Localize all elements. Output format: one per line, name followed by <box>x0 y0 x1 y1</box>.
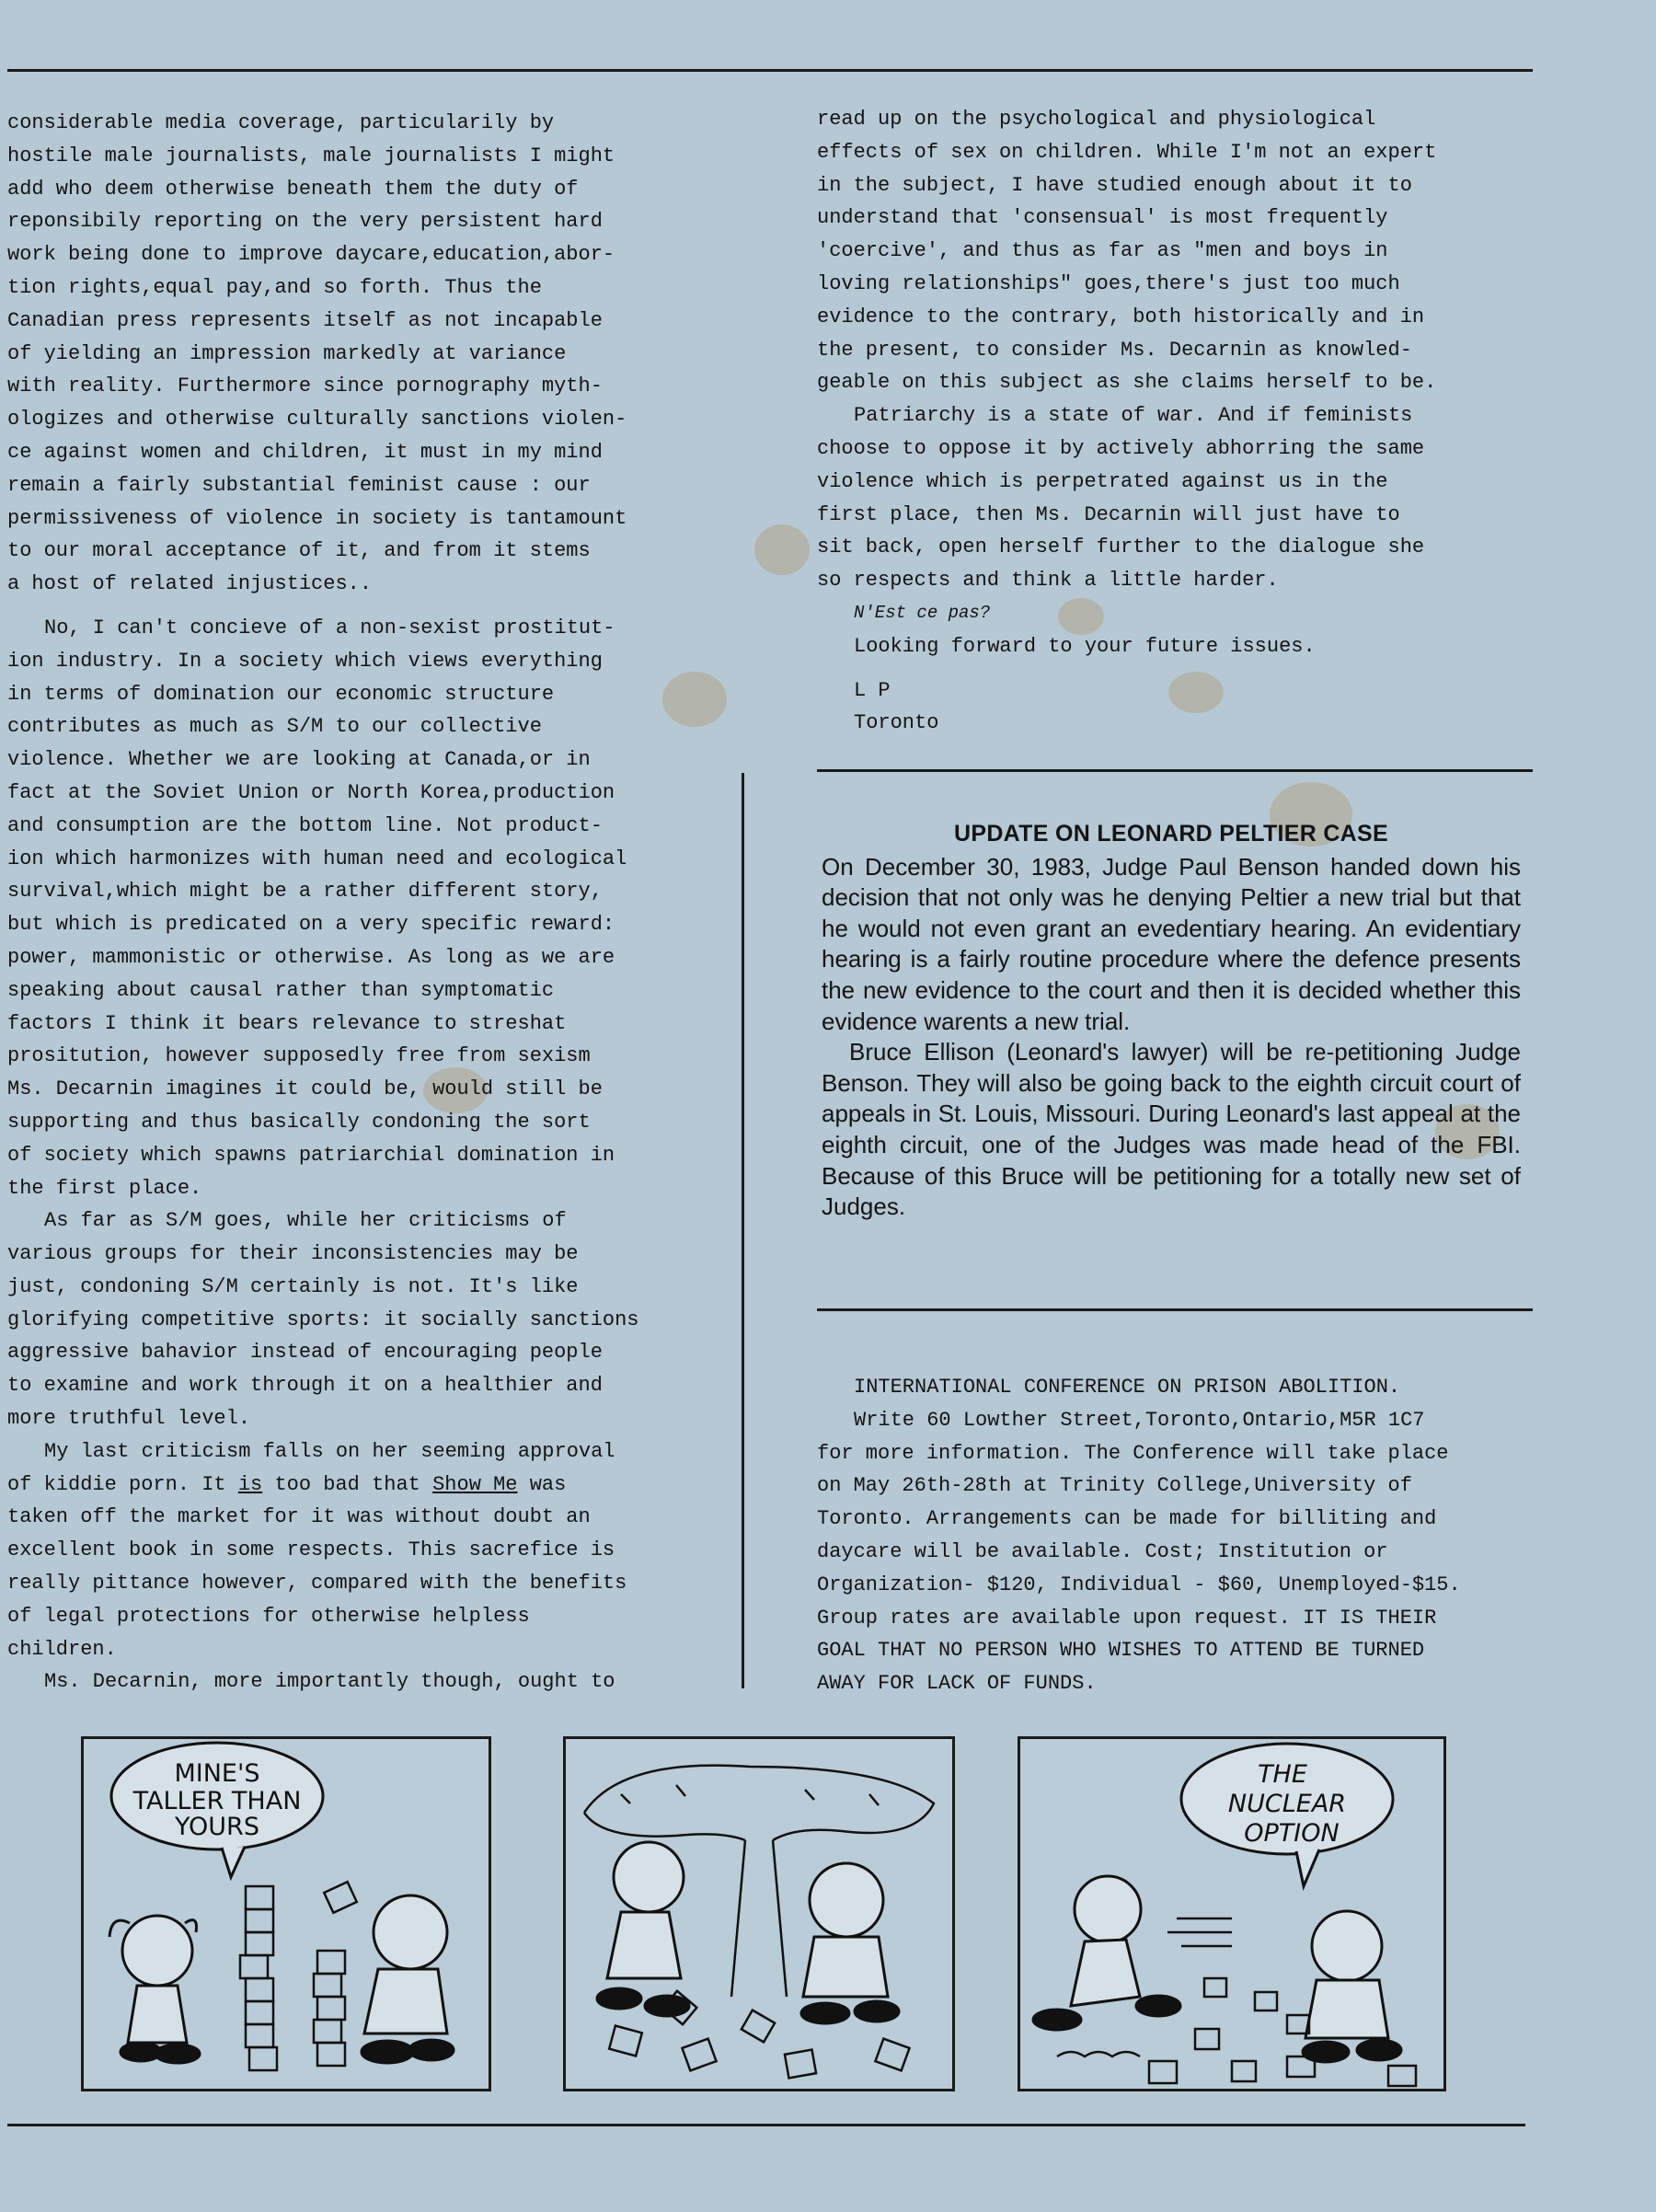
text-line: various groups for their inconsistencies may be <box>7 1242 579 1266</box>
block-tower <box>240 1886 277 2070</box>
text-line: permissiveness of violence in society is tantamount <box>7 506 627 530</box>
comic-panel-2 <box>563 1736 955 2091</box>
bubble-line: OPTION <box>1244 1819 1340 1848</box>
text-line: geable on this subject as she claims herself to be. <box>817 371 1437 395</box>
underlined-word: is <box>237 1472 263 1496</box>
signature-city: Toronto <box>854 711 939 735</box>
boy-character <box>362 1895 454 2063</box>
text-line: but which is predicated on a very specific reward: <box>7 913 615 937</box>
rule-above-update <box>817 769 1533 772</box>
text-line: excellent book in some respects. This sacrefice is <box>7 1538 615 1562</box>
comic-panel-1 <box>81 1736 491 2091</box>
text-line: and consumption are the bottom line. Not product- <box>7 813 603 837</box>
text-line: work being done to improve daycare,education,abor- <box>7 243 615 267</box>
girl-character <box>597 1842 689 2016</box>
text-line: sit back, open herself further to the dialogue she <box>817 536 1425 559</box>
text-line: choose to oppose it by actively abhorring the same <box>817 436 1425 460</box>
text-line: in the subject, I have studied enough about it to <box>817 173 1412 197</box>
text-line: really pittance however, compared with the benefits <box>7 1572 627 1596</box>
text-line: power, mammonistic or otherwise. As long as we are <box>7 945 615 969</box>
text-span: too bad that <box>262 1472 433 1496</box>
text-line: of yielding an impression markedly at variance <box>7 341 567 365</box>
comic-panel-3 <box>1018 1736 1446 2091</box>
text-line: remain a fairly substantial feminist cause : our <box>7 473 591 497</box>
text-line: add who deem otherwise beneath them the duty of <box>7 177 579 201</box>
article-title: UPDATE ON LEONARD PELTIER CASE <box>954 821 1388 847</box>
text-line: to examine and work through it on a healthier and <box>7 1374 603 1398</box>
text-line: ologizes and otherwise culturally sanctions violen- <box>7 408 627 432</box>
text-line: hostile male journalists, male journalists I might <box>7 144 615 167</box>
text-line: Group rates are available upon request. IT IS THEIR <box>817 1606 1437 1630</box>
text-line: loving relationships" goes,there's just too much <box>817 271 1400 295</box>
comic-drawing <box>84 1739 489 2089</box>
text-line: Toronto. Arrangements can be made for billiting and <box>817 1507 1437 1531</box>
text-line: so respects and think a little harder. <box>817 569 1279 593</box>
bubble-line: THE <box>1258 1760 1307 1789</box>
text-line: to our moral acceptance of it, and from it stems <box>7 539 591 563</box>
text-span: was <box>517 1472 567 1496</box>
text-line: daycare will be available. Cost; Institution or <box>817 1539 1388 1563</box>
left-column <box>7 107 707 1699</box>
girl-character <box>109 1916 200 2063</box>
text-line: As far as S/M goes, while her criticisms of <box>44 1209 567 1233</box>
text-line: with reality. Furthermore since pornography myth- <box>7 374 603 398</box>
text-line: read up on the psychological and physiological <box>817 108 1376 131</box>
text-span: of kiddie porn. It <box>7 1472 238 1496</box>
peltier-update-article <box>822 819 1521 1223</box>
text-line: 'coercive', and thus as far as "men and boys in <box>817 239 1388 263</box>
bubble-line: TALLER THAN <box>132 1787 302 1815</box>
text-line: considerable media coverage, particularily by <box>7 111 555 134</box>
text-line: of legal protections for otherwise helpless <box>7 1604 530 1628</box>
girl-character <box>1033 1876 1180 2030</box>
text-line: tion rights,equal pay,and so forth. Thus the <box>7 275 542 299</box>
boy-character <box>1303 1911 1401 2062</box>
bubble-line: MINE'S <box>174 1759 260 1788</box>
text-line: effects of sex on children. While I'm not an expert <box>817 140 1437 164</box>
text-line: in terms of domination our economic structure <box>7 682 555 706</box>
text-line: violence which is perpetrated against us in the <box>817 469 1388 493</box>
text-line: supporting and thus basically condoning the sort <box>7 1110 591 1134</box>
bubble-line: YOURS <box>175 1813 259 1841</box>
text-line: No, I can't concieve of a non-sexist prostitut- <box>44 616 615 639</box>
text-line: Organization- $120, Individual - $60, Unemployed-$15. <box>817 1573 1461 1596</box>
text-line: ion industry. In a society which views everything <box>7 649 603 673</box>
comic-drawing <box>1020 1739 1443 2089</box>
text-line: GOAL THAT NO PERSON WHO WISHES TO ATTEND BE TURNED <box>817 1639 1425 1663</box>
paper-stain <box>754 524 810 575</box>
text-line: Write 60 Lowther Street,Toronto,Ontario,M5R 1C7 <box>854 1408 1425 1432</box>
notice-title: INTERNATIONAL CONFERENCE ON PRISON ABOLITION. <box>854 1376 1401 1399</box>
article-paragraph: Bruce Ellison (Leonard's lawyer) will be re-petitioning Judge Benson. They will also be going back to the eighth circuit court of appeals in St. Louis, Missouri. During Leonard's last appeal at the eighth circuit, one of the Judges was made head of the FBI. Because of this Bruce will be petitioning for a totally new set of Judges. <box>822 1038 1521 1221</box>
closing-question: N'Est ce pas? <box>854 602 991 623</box>
text-line: Canadian press represents itself as not incapable <box>7 308 603 332</box>
article-paragraph: On December 30, 1983, Judge Paul Benson handed down his decision that not only was he denying Peltier a new trial but that he would not even grant an evedentiary hearing. An evidentiary hearing is a fairly routine procedure where the defence presents the new evidence to the court and then it is decided whether this evidence warents a new trial. <box>822 852 1521 1035</box>
text-line: more truthful level. <box>7 1407 251 1431</box>
text-line: Patriarchy is a state of war. And if feminists <box>854 404 1413 428</box>
text-line: Ms. Decarnin, more importantly though, ought to <box>44 1670 615 1694</box>
column-divider <box>742 773 744 1688</box>
text-line: speaking about causal rather than symptomatic <box>7 978 555 1002</box>
right-column-letter <box>817 103 1535 740</box>
text-line: first place, then Ms. Decarnin will just have to <box>817 502 1400 526</box>
book-title: Show Me <box>432 1472 518 1496</box>
text-line: My last criticism falls on her seeming approval <box>44 1439 615 1463</box>
text-line: fact at the Soviet Union or North Korea,production <box>7 780 615 804</box>
text-line: a host of related injustices.. <box>7 572 373 596</box>
text-line: glorifying competitive sports: it socially sanctions <box>7 1308 639 1331</box>
bottom-rule <box>7 2124 1525 2126</box>
boy-character <box>801 1863 899 2023</box>
comic-drawing <box>566 1739 952 2089</box>
text-line: understand that 'consensual' is most frequently <box>817 206 1388 230</box>
rule-below-update <box>817 1308 1533 1311</box>
text-line: survival,which might be a rather different story, <box>7 880 603 904</box>
bubble-line: NUCLEAR <box>1227 1790 1347 1818</box>
text-line: aggressive bahavior instead of encouraging people <box>7 1341 603 1365</box>
text-line: for more information. The Conference will take place <box>817 1441 1449 1465</box>
block-tower <box>314 1882 357 2066</box>
text-line: just, condoning S/M certainly is not. It's like <box>7 1274 579 1298</box>
conference-notice <box>817 1371 1535 1700</box>
text-line: contributes as much as S/M to our collective <box>7 715 542 739</box>
text-line: evidence to the contrary, both historically and in <box>817 305 1425 328</box>
top-rule <box>7 69 1533 72</box>
signature: L P <box>854 678 891 702</box>
text-line: taken off the market for it was without doubt an <box>7 1505 591 1529</box>
text-line: the present, to consider Ms. Decarnin as knowled- <box>817 338 1412 362</box>
text-line: Looking forward to your future issues. <box>854 634 1316 658</box>
text-line: factors I think it bears relevance to streshat <box>7 1011 567 1035</box>
text-line: on May 26th-28th at Trinity College,University of <box>817 1474 1412 1498</box>
text-line: AWAY FOR LACK OF FUNDS. <box>817 1672 1097 1696</box>
text-line: ce against women and children, it must in my mind <box>7 440 603 464</box>
text-line: children. <box>7 1637 117 1661</box>
text-line: Ms. Decarnin imagines it could be, would still be <box>7 1077 603 1101</box>
text-line: prositution, however supposedly free from sexism <box>7 1044 591 1068</box>
text-line: violence. Whether we are looking at Canada,or in <box>7 748 591 772</box>
text-line: of society which spawns patriarchial domination in <box>7 1143 615 1167</box>
text-line <box>7 1469 707 1502</box>
text-line: ion which harmonizes with human need and ecological <box>7 847 627 870</box>
text-line: reponsibily reporting on the very persistent hard <box>7 210 603 234</box>
text-line: the first place. <box>7 1176 202 1200</box>
